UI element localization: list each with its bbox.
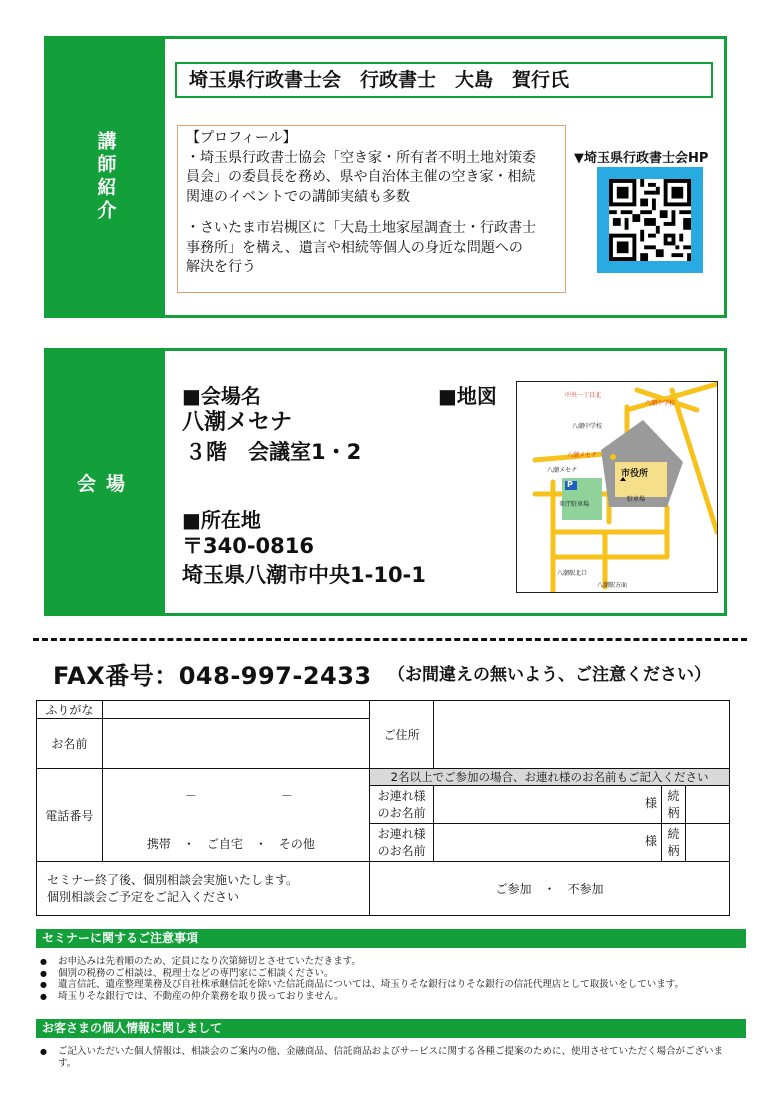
companion-header: 2名以上でご参加の場合、お連れ様のお名前もご記入ください <box>370 769 730 786</box>
consultation-options[interactable]: ご参加 ・ 不参加 <box>370 862 730 916</box>
profile-line: 【プロフィール】 <box>186 130 297 146</box>
notice-item: ● 遺言信託、遺産整理業務及び自社株承継信託を除いた信託商品については、埼玉りそな銀行はりそな銀行の信託代理店として取扱いをしています。 <box>40 979 740 991</box>
venue-section <box>44 348 727 616</box>
companion-name-field-1[interactable]: 様 <box>434 786 662 824</box>
profile-line: 解決を行う <box>186 259 256 275</box>
notice-item: ● 埼玉りそな銀行では、不動産の仲介業務を取り扱っておりません。 <box>40 991 740 1003</box>
parking-icon: P <box>567 480 573 489</box>
profile-line <box>186 207 557 219</box>
profile-line: 事務所」を構え、遺言や相続等個人の身近な問題への <box>186 239 523 256</box>
fax-note: （お間違えの無いよう、ご注意ください） <box>388 665 711 685</box>
phone-dashes: － － <box>184 789 293 803</box>
phone-options[interactable]: 携帯 ・ ご自宅 ・ その他 <box>146 837 315 851</box>
qr-code[interactable] <box>597 167 703 273</box>
cut-line <box>33 638 747 641</box>
phone-field[interactable] <box>102 769 369 862</box>
map-label-school: 八潮中学校 <box>572 423 603 430</box>
qr-label: ▼埼玉県行政書士会HP <box>574 151 709 166</box>
postal-code: 〒340-0816 <box>182 534 314 558</box>
qr-code-image <box>609 179 691 261</box>
map-label-cityhall: 市役所 <box>621 469 649 479</box>
map-heading: ■地図 <box>438 384 497 408</box>
address-heading: ■所在地 <box>182 508 261 532</box>
relation-label-2: 続 柄 <box>661 824 685 862</box>
notice-item: ● お申込みは先着順のため、定員になり次第締切とさせていただきます。 <box>40 956 740 968</box>
privacy-title: お客さまの個人情報に関しまして <box>36 1019 746 1038</box>
address-label: ご住所 <box>370 701 434 769</box>
companion-name-label-2: お連れ様 のお名前 <box>370 824 434 862</box>
relation-field-2[interactable] <box>685 824 729 862</box>
relation-field-1[interactable] <box>685 786 729 824</box>
furigana-field[interactable] <box>102 701 369 719</box>
map-label-top-right: 八潮中学校 <box>645 400 676 407</box>
venue-name: 八潮メセナ <box>182 410 293 435</box>
qr-pattern <box>609 179 691 261</box>
fax-number: FAX番号：048-997-2433 <box>53 662 372 690</box>
map-label-mesena-red: 八潮メセナ <box>567 452 598 459</box>
instructor-side-label: 講師紹介 <box>47 39 165 315</box>
profile-line: ・埼玉県行政書士協会「空き家・所有者不明土地対策委 <box>186 149 536 166</box>
map-graphic <box>517 382 717 592</box>
instructor-name: 埼玉県行政書士会 行政書士 大島 賀行氏 <box>175 62 713 98</box>
companion-name-field-2[interactable]: 様 <box>434 824 662 862</box>
instructor-section <box>44 36 727 318</box>
furigana-label: ふりがな <box>37 701 103 719</box>
profile-line: 員会」の委員長を務め、県や自治体主催の空き家・相続 <box>186 169 536 185</box>
address-field[interactable] <box>434 701 730 769</box>
venue-name-heading: ■会場名 <box>182 384 261 408</box>
venue-room: ３階 会議室1・2 <box>185 440 362 464</box>
map-label-top-left: 中央一丁目北 <box>565 392 602 399</box>
map-label-bottom2: 八潮駅方面 <box>597 582 628 589</box>
profile-line: ・さいたま市岩槻区に「大島土地家屋調査士・行政書士 <box>186 220 536 236</box>
notice-item: ● 個別の税務のご相談は、税理士などの専門家にご相談ください。 <box>40 968 740 980</box>
privacy-item: ● ご記入いただいた個人情報は、相談会のご案内の他、金融商品、信託商品およびサービスに関する各種ご提案のために、使用させていただく場合がございます。 <box>40 1046 730 1069</box>
profile-line: 関連のイベントでの講師実績も多数 <box>186 188 410 205</box>
map-label-mesena: 八潮メセナ <box>547 467 578 474</box>
map-label-parking: 来庁駐車場 <box>559 501 590 508</box>
application-form <box>36 700 730 916</box>
phone-label: 電話番号 <box>37 769 103 862</box>
venue-address: 埼玉県八潮市中央1-10-1 <box>182 563 426 587</box>
map-label-parking-sign: 駐車場 <box>627 496 646 503</box>
notice-list <box>40 956 740 1002</box>
venue-map[interactable] <box>516 381 718 593</box>
companion-name-label-1: お連れ様 のお名前 <box>370 786 434 824</box>
venue-side-label: 会場 <box>47 351 165 613</box>
privacy-list <box>40 1046 730 1069</box>
instructor-profile <box>177 125 566 293</box>
name-field[interactable] <box>102 719 369 769</box>
consultation-label: セミナー終了後、個別相談会実施いたします。 個別相談会ご予定をご記入ください <box>37 862 370 916</box>
relation-label-1: 続 柄 <box>661 786 685 824</box>
map-label-bottom1: 八潮駅北口 <box>557 570 588 577</box>
name-label: お名前 <box>37 719 103 769</box>
notice-title: セミナーに関するご注意事項 <box>36 929 746 948</box>
